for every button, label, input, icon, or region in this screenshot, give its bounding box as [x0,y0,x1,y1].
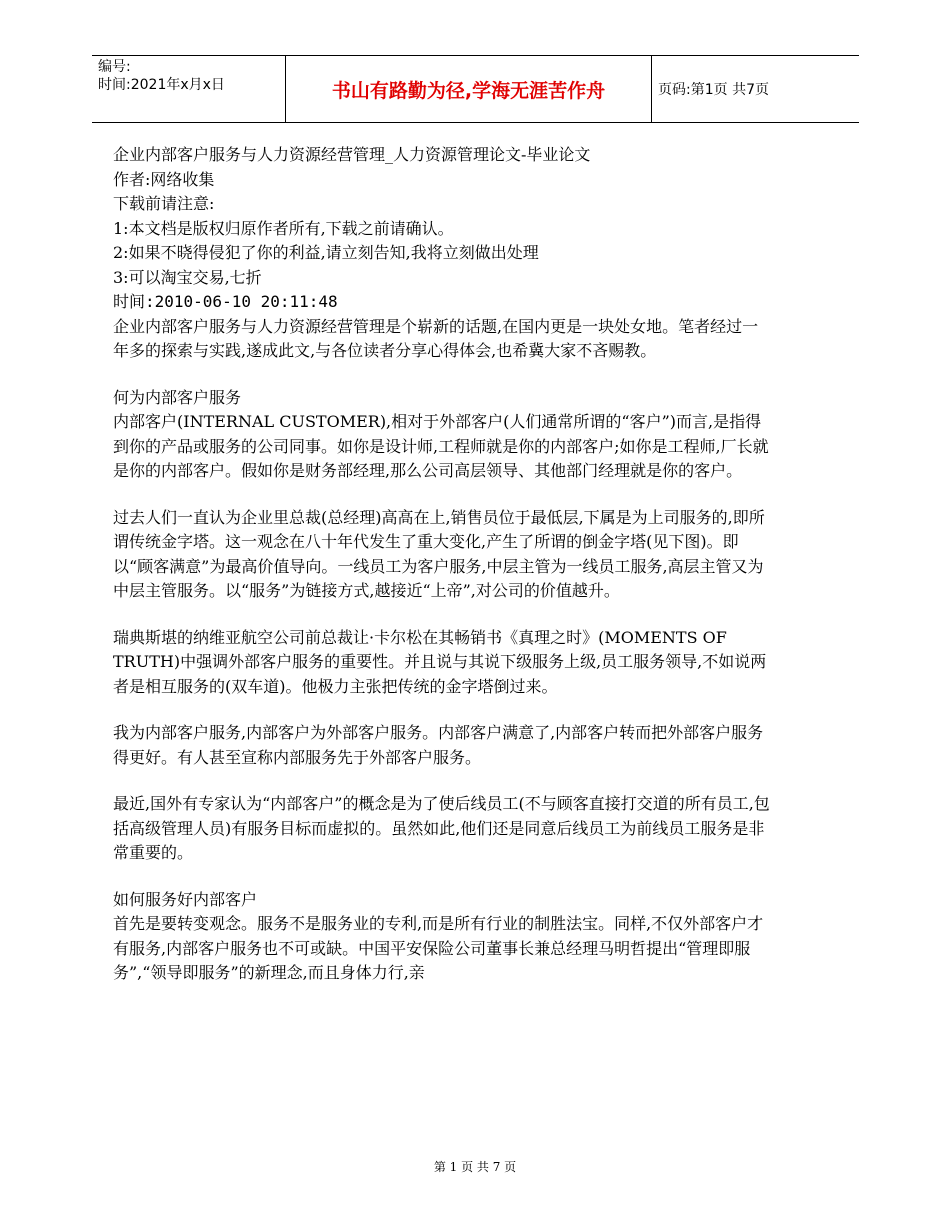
paragraph-intro: 企业内部客户服务与人力资源经营管理是个崭新的话题,在国内更是一块处女地。笔者经过一年多的探索与实践,遂成此文,与各位读者分享心得体会,也希冀大家不吝赐教。 [113,316,759,360]
header-left [98,58,283,120]
header-page-info: 页码:第1页 共7页 [658,82,769,98]
notice-line-1: 1:本文档是版权归原作者所有,下载之前请确认。 [113,218,454,238]
paragraph-2: 内部客户(INTERNAL CUSTOMER),相对于外部客户(人们通常所谓的“客户”)而言,是指得到你的产品或服务的公司同事。如你是设计师,工程师就是你的内部客户;如你是工程师,厂长就是你的内部客户。假如你是财务部经理,那么公司高层领导、其他部门经理就是你的客户。 [113,412,769,480]
doc-time: 时间:2010-06-10 20:11:48 [113,292,338,311]
doc-author: 作者:网络收集 [113,169,215,189]
paragraph-4: 瑞典斯堪的纳维亚航空公司前总裁让·卡尔松在其畅销书《真理之时》(MOMENTS OF TRUTH)中强调外部客户服务的重要性。并且说与其说下级服务上级,员工服务领导,不如说两者是相互服务的(双车道)。他极力主张把传统的金字塔倒过来。 [113,627,767,696]
doc-title: 企业内部客户服务与人力资源经营管理_人力资源管理论文-毕业论文 [113,145,591,164]
page-footer: 第 1 页 共 7 页 [433,1160,517,1174]
header-motto: 书山有路勤为径,学海无涯苦作舟 [285,56,652,122]
document-body [113,143,773,986]
paragraph-7: 首先是要转变观念。服务不是服务业的专利,而是所有行业的制胜法宝。同样,不仅外部客户才有服务,内部客户服务也不可或缺。中国平安保险公司董事长兼总经理马明哲提出“管理即服务”,“领导即服务”的新理念,而且身体力行,亲 [113,914,764,982]
notice-line-2: 2:如果不晓得侵犯了你的利益,请立刻告知,我将立刻做出处理 [113,243,539,262]
notice-heading: 下载前请注意: [113,194,215,213]
paragraph-3: 过去人们一直认为企业里总裁(总经理)高高在上,销售员位于最低层,下属是为上司服务的,即所谓传统金字塔。这一观念在八十年代发生了重大变化,产生了所谓的倒金字塔(见下图)。即以“顾客满意”为最高价值导向。一线员工为客户服务,中层主管为一线员工服务,高层主管又为中层主管服务。以“服务”为链接方式,越接近“上帝”,对公司的价值越升。 [113,507,765,600]
notice-line-3: 3:可以淘宝交易,七折 [113,267,262,287]
page-header [92,55,859,123]
paragraph-6: 最近,国外有专家认为“内部客户”的概念是为了使后线员工(不与顾客直接打交道的所有员工,包括高级管理人员)有服务目标而虚拟的。虽然如此,他们还是同意后线员工为前线员工服务是非常重要的。 [113,794,770,862]
number-label: 编号: [98,59,131,75]
section-heading-1: 何为内部客户服务 [113,387,242,407]
time-label: 时间:2021年x月x日 [98,77,225,93]
paragraph-5: 我为内部客户服务,内部客户为外部客户服务。内部客户满意了,内部客户转而把外部客户服务得更好。有人甚至宣称内部服务先于外部客户服务。 [113,723,764,767]
section-heading-2: 如何服务好内部客户 [113,889,258,909]
